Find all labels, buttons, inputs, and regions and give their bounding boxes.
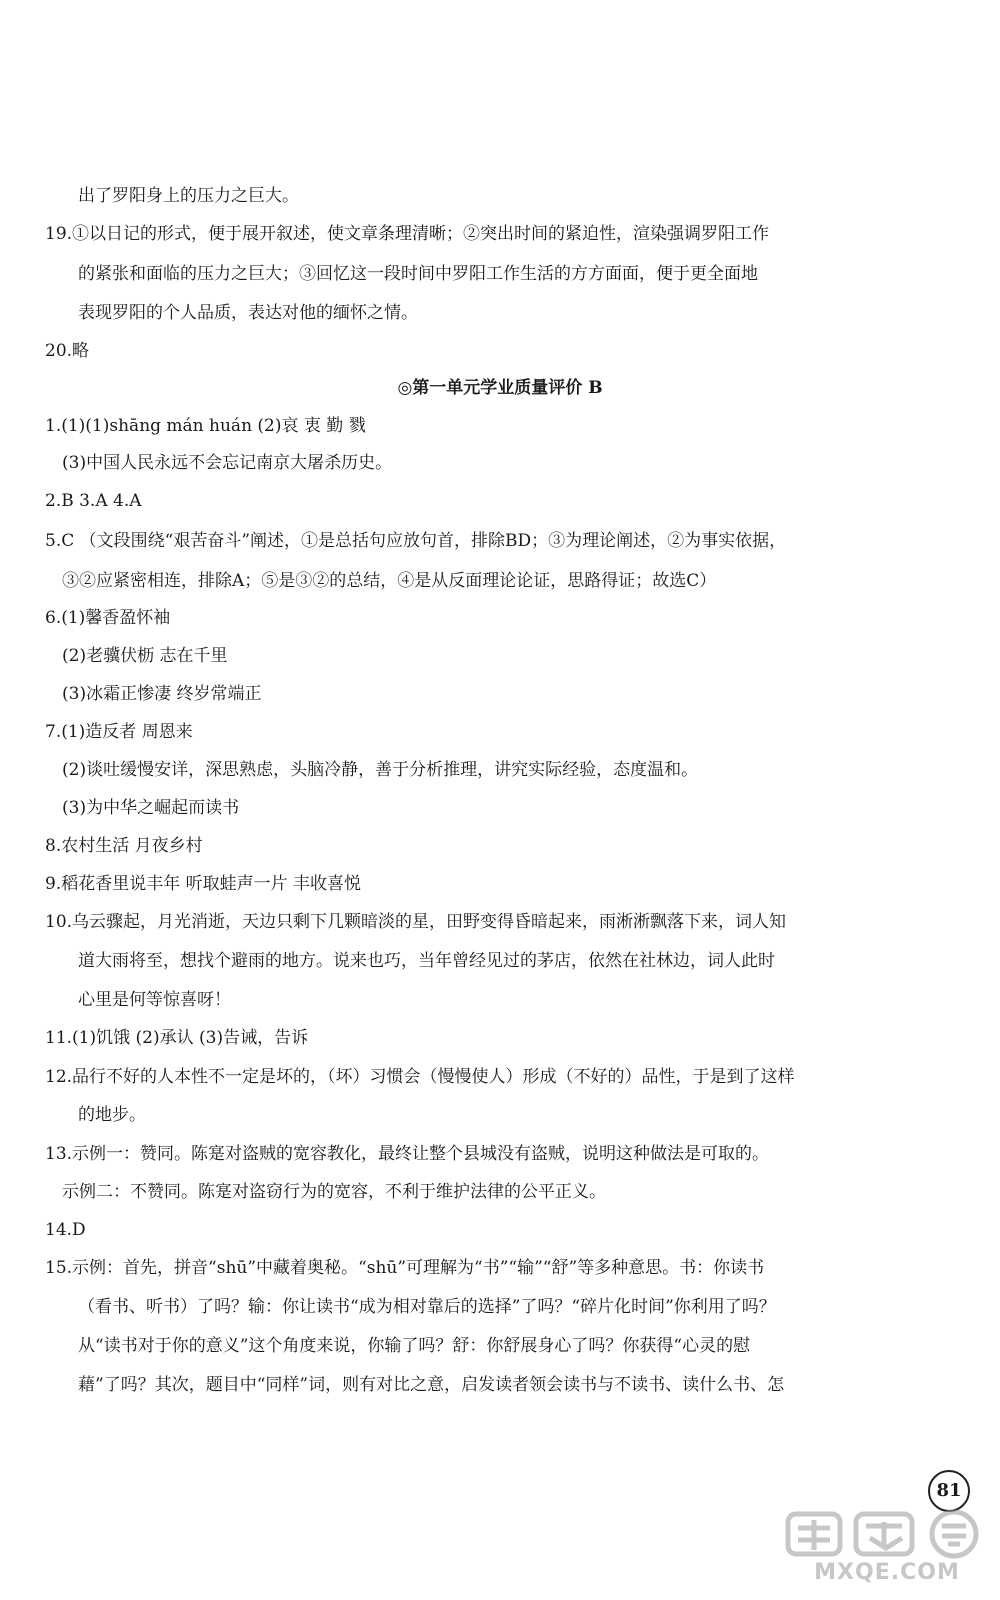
answer-line: 心里是何等惊喜呀！	[78, 990, 231, 1010]
answer-line: 7.(1)造反者 周恩来	[45, 722, 193, 742]
answer-line: 8.农村生活 月夜乡村	[45, 836, 203, 856]
page-number: 81	[928, 1470, 970, 1512]
answer-line: 的紧张和面临的压力之巨大；③回忆这一段时间中罗阳工作生活的方方面面，便于更全面地	[78, 264, 758, 284]
answer-line: (3)为中华之崛起而读书	[62, 798, 240, 818]
answer-line: 10.乌云骤起，月光消逝，天边只剩下几颗暗淡的星，田野变得昏暗起来，雨淅淅飘落下来，词人知	[45, 912, 787, 932]
answer-line: 示例二：不赞同。陈寔对盗窃行为的宽容，不利于维护法律的公平正义。	[62, 1182, 606, 1202]
section-title: ◎第一单元学业质量评价 B	[397, 378, 603, 398]
answer-line: (3)中国人民永远不会忘记南京大屠杀历史。	[62, 453, 393, 473]
answer-line: 15.示例：首先，拼音“shū”中藏着奥秘。“shū”可理解为“书”“输”“舒”等多种意思。书：你读书	[45, 1258, 765, 1278]
answer-line: 11.(1)饥饿 (2)承认 (3)告诫，告诉	[45, 1028, 309, 1048]
answer-line: (2)谈吐缓慢安详，深思熟虑，头脑冷静，善于分析推理，讲究实际经验，态度温和。	[62, 760, 699, 780]
answer-line: 9.稻花香里说丰年 听取蛙声一片 丰收喜悦	[45, 874, 362, 894]
watermark	[782, 1508, 992, 1588]
answer-line: 13.示例一：赞同。陈寔对盗贼的宽容教化，最终让整个县城没有盗贼，说明这种做法是可取的。	[45, 1144, 770, 1164]
answer-line: 1.(1)(1)shāng mán huán (2)哀 衷 勤 戮	[45, 416, 366, 436]
answer-line: 道大雨将至，想找个避雨的地方。说来也巧，当年曾经见过的茅店，依然在社林边，词人此时	[78, 951, 775, 971]
answer-line: 14.D	[45, 1220, 86, 1240]
answer-line: 5.C （文段围绕“艰苦奋斗”阐述，①是总括句应放句首，排除BD；③为理论阐述，②为事实依据，	[45, 531, 787, 551]
answer-line: (2)老骥伏枥 志在千里	[62, 646, 228, 666]
watermark-url: MXQE.COM	[814, 1560, 960, 1585]
answer-line: 20.略	[45, 341, 90, 361]
answer-line: （看书、听书）了吗？输：你让读书“成为相对靠后的选择”了吗？“碎片化时间”你利用了吗？	[78, 1297, 776, 1317]
answer-line: 2.B 3.A 4.A	[45, 491, 142, 511]
answer-line: 12.品行不好的人本性不一定是坏的，（坏）习惯会（慢慢使人）形成（不好的）品性，于是到了这样	[45, 1067, 795, 1087]
answer-line: 6.(1)馨香盈怀袖	[45, 608, 171, 628]
answer-line: 表现罗阳的个人品质，表达对他的缅怀之情。	[78, 303, 418, 323]
answer-line: ③②应紧密相连，排除A；⑤是③②的总结，④是从反面理论论证，思路得证；故选C）	[62, 571, 717, 591]
answer-line: 从“读书对于你的意义”这个角度来说，你输了吗？舒：你舒展身心了吗？你获得“心灵的慰	[78, 1336, 751, 1356]
answer-line: 出了罗阳身上的压力之巨大。	[78, 186, 299, 206]
watermark-logo	[782, 1508, 992, 1560]
answer-line: 19.①以日记的形式，便于展开叙述，使文章条理清晰；②突出时间的紧迫性，渲染强调罗阳工作	[45, 224, 770, 244]
answer-line: 的地步。	[78, 1105, 146, 1125]
answer-line: 藉”了吗？其次，题目中“同样”词，则有对比之意，启发读者领会读书与不读书、读什么书、怎	[78, 1375, 785, 1395]
answer-line: (3)冰霜正惨凄 终岁常端正	[62, 684, 262, 704]
